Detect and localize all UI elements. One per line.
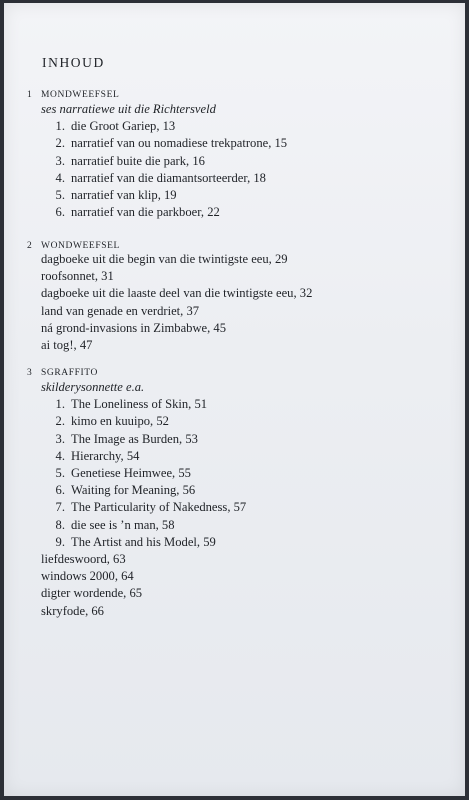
item-number: 8. bbox=[55, 517, 65, 532]
section-sgraffito bbox=[27, 368, 246, 620]
item-number: 1. bbox=[55, 119, 65, 134]
list-item: roofsonnet, 31 bbox=[41, 269, 114, 284]
item-number: 5. bbox=[55, 188, 65, 203]
item-number: 3. bbox=[55, 153, 65, 168]
item-number: 9. bbox=[55, 534, 65, 549]
list-item: windows 2000, 64 bbox=[41, 569, 134, 584]
item-text: Genetiese Heimwee, 55 bbox=[71, 466, 191, 481]
item-number: 2. bbox=[55, 414, 65, 429]
item-number: 3. bbox=[55, 431, 65, 446]
list-item bbox=[47, 118, 287, 135]
item-text: narratief van ou nomadiese trekpatrone, 15 bbox=[71, 136, 288, 151]
section-number: 2 bbox=[27, 241, 33, 251]
section-mondweefsel bbox=[27, 90, 287, 221]
list-item: ai tog!, 47 bbox=[41, 338, 93, 353]
list-item bbox=[47, 482, 246, 499]
item-text: Hierarchy, 54 bbox=[71, 448, 140, 463]
section-wondweefsel bbox=[27, 241, 312, 354]
list-item: skryfode, 66 bbox=[41, 603, 104, 618]
section-title: SGRAFFITO bbox=[41, 368, 98, 378]
list-item: digter wordende, 65 bbox=[41, 586, 143, 601]
section-header bbox=[27, 241, 312, 251]
section-title: WONDWEEFSEL bbox=[41, 241, 120, 251]
item-text: narratief buite die park, 16 bbox=[71, 153, 205, 168]
list-item bbox=[47, 396, 246, 413]
list-item: ná grond-invasions in Zimbabwe, 45 bbox=[41, 320, 227, 335]
list-item bbox=[47, 204, 287, 221]
item-text: narratief van die diamantsorteerder, 18 bbox=[71, 170, 266, 185]
item-number: 4. bbox=[55, 170, 65, 185]
section-subtitle: ses narratiewe uit die Richtersveld bbox=[41, 102, 216, 116]
section-number: 1 bbox=[27, 90, 33, 100]
item-number: 6. bbox=[55, 483, 65, 498]
list-item bbox=[47, 170, 287, 187]
item-text: narratief van die parkboer, 22 bbox=[71, 205, 220, 220]
list-item bbox=[47, 465, 246, 482]
item-text: kimo en kuuipo, 52 bbox=[71, 414, 169, 429]
list-item bbox=[47, 153, 287, 170]
list-item bbox=[47, 413, 246, 430]
item-number: 6. bbox=[55, 205, 65, 220]
item-text: narratief van klip, 19 bbox=[71, 188, 177, 203]
list-item bbox=[47, 431, 246, 448]
item-text: The Image as Burden, 53 bbox=[71, 431, 198, 446]
section-title: MONDWEEFSEL bbox=[41, 90, 120, 100]
list-item bbox=[47, 448, 246, 465]
list-item bbox=[47, 135, 287, 152]
item-number: 5. bbox=[55, 466, 65, 481]
list-item: dagboeke uit die begin van die twintigste eeu, 29 bbox=[41, 252, 288, 266]
list-item: liefdeswoord, 63 bbox=[41, 552, 126, 567]
contents-heading: INHOUD bbox=[42, 55, 105, 70]
section-subtitle: skilderysonnette e.a. bbox=[41, 380, 145, 394]
section-header bbox=[27, 90, 287, 100]
item-number: 1. bbox=[55, 397, 65, 412]
item-text: die see is ’n man, 58 bbox=[71, 517, 175, 532]
book-page bbox=[4, 3, 465, 796]
list-item: land van genade en verdriet, 37 bbox=[41, 303, 200, 318]
item-text: die Groot Gariep, 13 bbox=[71, 119, 176, 134]
section-number: 3 bbox=[27, 368, 33, 378]
list-item: dagboeke uit die laaste deel van die twintigste eeu, 32 bbox=[41, 286, 313, 301]
item-text: Waiting for Meaning, 56 bbox=[71, 483, 196, 498]
item-text: The Artist and his Model, 59 bbox=[71, 534, 216, 549]
list-item bbox=[47, 517, 246, 534]
item-text: The Loneliness of Skin, 51 bbox=[71, 397, 208, 412]
item-number: 4. bbox=[55, 448, 65, 463]
section-header bbox=[27, 368, 246, 378]
item-number: 2. bbox=[55, 136, 65, 151]
item-text: The Particularity of Nakedness, 57 bbox=[71, 500, 247, 515]
list-item bbox=[47, 499, 246, 516]
item-number: 7. bbox=[55, 500, 65, 515]
list-item bbox=[47, 187, 287, 204]
list-item bbox=[47, 534, 246, 551]
